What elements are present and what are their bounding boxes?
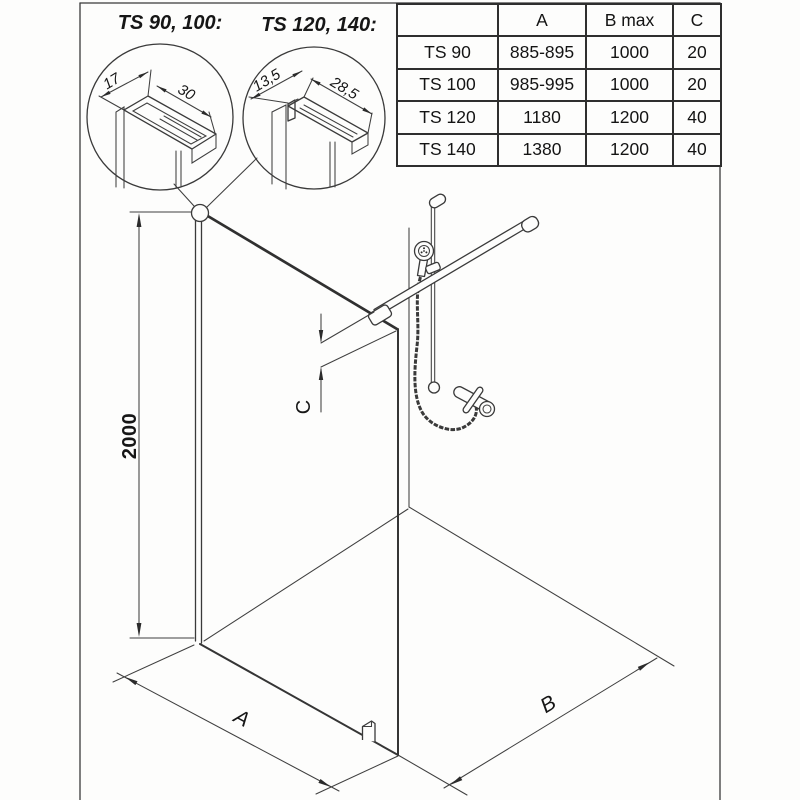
table-row: [397, 69, 721, 101]
table-header-cell: C: [673, 4, 721, 36]
dimension-b: [444, 658, 657, 788]
table-header-cell: B max: [586, 4, 673, 36]
dim-label-28-5: 28,5: [327, 73, 362, 104]
table-row: [397, 36, 721, 68]
dimension-a: [113, 645, 398, 794]
dim-label-a: A: [230, 704, 254, 732]
table-cell: 1180: [498, 101, 586, 133]
table-header-cell: [397, 4, 498, 36]
table-cell-model: TS 100: [397, 69, 498, 101]
spec-table: [396, 3, 722, 167]
detail-circle-left: [87, 44, 233, 190]
support-bar: [374, 214, 541, 316]
detail-circle-right-outline: [243, 47, 385, 189]
dim-label-17: 17: [100, 69, 124, 94]
detail-title-left: TS 90, 100:: [117, 12, 223, 34]
dim-label-13-5: 13,5: [249, 65, 284, 96]
table-cell: 1200: [586, 101, 673, 133]
table-cell: 40: [673, 101, 721, 133]
table-cell: 1380: [498, 134, 586, 166]
table-cell: 20: [673, 36, 721, 68]
table-header-cell: A: [498, 4, 586, 36]
room-lines: [204, 228, 674, 795]
glass-panel: [192, 205, 399, 756]
table-cell: 1000: [586, 69, 673, 101]
floor-front-edge: [398, 755, 467, 795]
dim-label-2000: 2000: [119, 412, 141, 460]
table-cell: 985-995: [498, 69, 586, 101]
rail-top-cap: [428, 192, 448, 209]
rail-bottom-cap: [429, 382, 440, 393]
table-row: [397, 101, 721, 133]
table-row: [397, 134, 721, 166]
table-cell: 885-895: [498, 36, 586, 68]
detail-circle-right: [243, 47, 385, 189]
table-cell-model: TS 140: [397, 134, 498, 166]
dimension-c: [293, 312, 396, 414]
mixer-tap: [452, 385, 495, 417]
shower-rail-assembly: [415, 192, 495, 429]
table-cell: 1000: [586, 36, 673, 68]
table-cell: 20: [673, 69, 721, 101]
table-cell-model: TS 90: [397, 36, 498, 68]
support-bar-tube: [374, 222, 526, 317]
table-header-row: [397, 4, 721, 36]
detail-title-right: TS 120, 140:: [261, 14, 377, 36]
wall-base-left: [204, 509, 408, 641]
profile-detail-marker: [192, 205, 209, 222]
dimension-2000: [119, 212, 194, 638]
glass-top-edge: [196, 209, 397, 329]
table-cell: 1200: [586, 134, 673, 166]
wall-base-right: [409, 507, 674, 666]
dim-label-c: C: [293, 399, 315, 415]
table-cell-model: TS 120: [397, 101, 498, 133]
dim-label-b: B: [536, 690, 561, 718]
floor-foot-bracket: [363, 721, 376, 742]
support-bar-wall-cap: [520, 214, 541, 233]
table-cell: 40: [673, 134, 721, 166]
dim-label-30: 30: [174, 80, 198, 105]
